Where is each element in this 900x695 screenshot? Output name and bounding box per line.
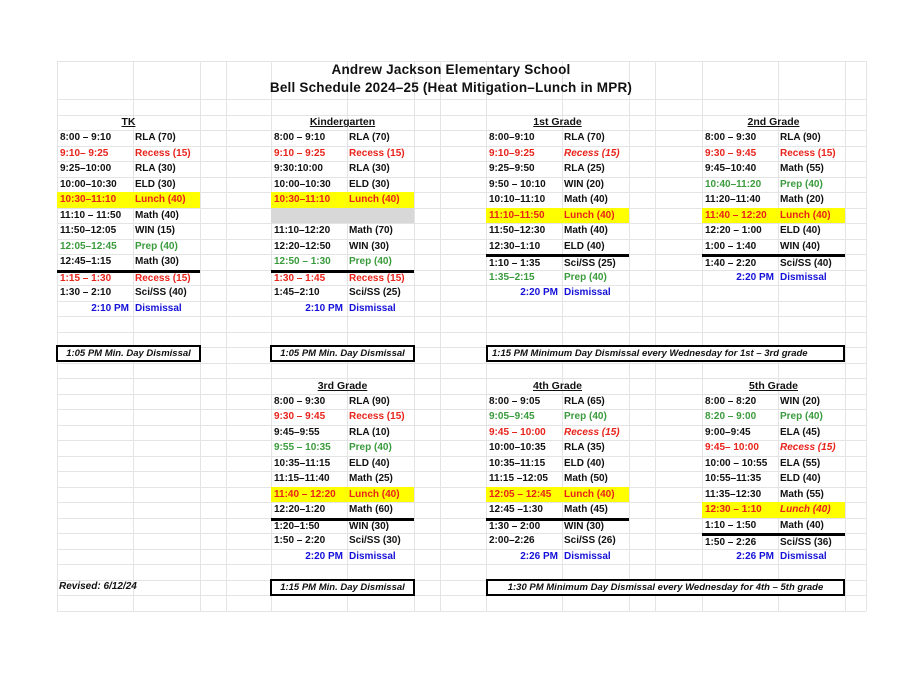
subject-cell: Math (60) [349, 504, 393, 516]
schedule-row [271, 270, 414, 286]
subject-cell: Lunch (40) [780, 504, 831, 516]
subject-cell: Math (40) [135, 209, 179, 221]
schedule-row [486, 471, 629, 487]
schedule-row [57, 146, 200, 162]
schedule-table-5th-grade [702, 378, 845, 564]
time-cell: 9:45–9:55 [274, 426, 320, 438]
gridline [845, 61, 846, 611]
schedule-row [486, 254, 629, 270]
grade-header [486, 115, 629, 131]
schedule-row [57, 208, 200, 224]
time-cell: 9:10 – 9:25 [274, 147, 326, 159]
time-cell: 9:45– 10:00 [705, 442, 759, 454]
grade-header [271, 115, 414, 131]
schedule-row [486, 177, 629, 193]
schedule-row [271, 409, 414, 425]
time-cell: 9:30 – 9:45 [705, 147, 757, 159]
schedule-row [702, 533, 845, 549]
time-cell: 8:00 – 9:10 [274, 132, 326, 144]
time-cell: 11:10 – 11:50 [60, 209, 122, 221]
schedule-row [57, 270, 200, 286]
schedule-table-4th-grade [486, 378, 629, 564]
time-cell: 10:00–10:30 [60, 178, 117, 190]
schedule-row [702, 130, 845, 146]
subject-cell: Dismissal [349, 302, 396, 314]
time-cell: 9:55 – 10:35 [274, 442, 331, 454]
subject-cell: RLA (70) [349, 132, 390, 144]
time-cell: 12:45–1:15 [60, 256, 112, 268]
subject-cell: ELA (45) [780, 426, 821, 438]
time-cell: 11:20–11:40 [705, 194, 761, 206]
time-cell: 11:10–11:50 [489, 209, 545, 221]
subject-cell: Math (40) [564, 194, 608, 206]
subject-cell: Sci/SS (25) [564, 257, 616, 269]
subject-cell: WIN (20) [780, 395, 820, 407]
schedule-row [271, 533, 414, 549]
subject-cell: Prep (40) [135, 240, 178, 252]
subject-cell: Sci/SS (30) [349, 535, 401, 547]
subject-cell: Math (20) [780, 194, 824, 206]
schedule-row [486, 456, 629, 472]
subject-cell: Math (45) [564, 504, 608, 516]
time-cell: 1:35–2:15 [489, 271, 535, 283]
subject-cell: Sci/SS (36) [780, 536, 832, 548]
time-cell: 1:50 – 2:26 [705, 536, 757, 548]
schedule-row [702, 502, 845, 518]
time-cell: 8:00 – 9:05 [489, 395, 541, 407]
time-cell: 2:26 PM [520, 550, 558, 562]
subject-cell: Sci/SS (25) [349, 287, 401, 299]
grade-name: 2nd Grade [747, 116, 800, 129]
time-cell: 2:20 PM [305, 550, 343, 562]
grade-name: TK [121, 116, 136, 129]
schedule-row [486, 487, 629, 503]
schedule-row [57, 301, 200, 317]
schedule-row [57, 161, 200, 177]
time-cell: 11:40 – 12:20 [274, 488, 336, 500]
time-cell: 10:30–11:10 [60, 194, 117, 206]
subject-cell: Dismissal [349, 550, 396, 562]
subject-cell: ELD (40) [564, 240, 605, 252]
subject-cell: RLA (10) [349, 426, 390, 438]
subject-cell: RLA (25) [564, 163, 605, 175]
subject-cell: Math (70) [349, 225, 393, 237]
subject-cell: Prep (40) [349, 256, 392, 268]
schedule-row [57, 223, 200, 239]
schedule-row [486, 533, 629, 549]
subject-cell: Recess (15) [135, 273, 191, 285]
schedule-table-tk [57, 115, 200, 317]
gridline [57, 564, 866, 565]
time-cell: 12:20–12:50 [274, 240, 331, 252]
schedule-row [271, 440, 414, 456]
time-cell: 12:45 –1:30 [489, 504, 543, 516]
time-cell: 1:30 – 2:00 [489, 521, 541, 533]
time-cell: 12:20–1:20 [274, 504, 326, 516]
grade-header [57, 115, 200, 131]
time-cell: 9:10–9:25 [489, 147, 535, 159]
time-cell: 9:50 – 10:10 [489, 178, 546, 190]
time-cell: 11:35–12:30 [705, 488, 762, 500]
time-cell: 12:05 – 12:45 [489, 488, 552, 500]
subject-cell: Recess (15) [349, 147, 405, 159]
time-cell: 2:20 PM [736, 271, 774, 283]
subject-cell: Prep (40) [564, 271, 607, 283]
schedule-table-2nd-grade [702, 115, 845, 286]
subject-cell: Lunch (40) [780, 209, 831, 221]
schedule-row [486, 146, 629, 162]
gridline [414, 61, 415, 611]
schedule-row [57, 192, 200, 208]
schedule-row [486, 518, 629, 534]
time-cell: 9:45 – 10:00 [489, 426, 546, 438]
schedule-row [486, 549, 629, 565]
schedule-row [702, 425, 845, 441]
schedule-row [271, 471, 414, 487]
gridline [57, 611, 866, 612]
subject-cell: Recess (15) [780, 147, 836, 159]
time-cell: 1:20–1:50 [274, 521, 320, 533]
subject-cell: WIN (15) [135, 225, 175, 237]
subject-cell: ELD (30) [135, 178, 176, 190]
grade-name: 5th Grade [748, 379, 798, 392]
schedule-row [702, 440, 845, 456]
time-cell: 8:00 – 9:30 [705, 132, 757, 144]
gridline [200, 61, 201, 611]
time-cell: 11:40 – 12:20 [705, 209, 767, 221]
time-cell: 10:40–11:20 [705, 178, 762, 190]
time-cell: 10:55–11:35 [705, 473, 762, 485]
grade-name: 4th Grade [532, 379, 582, 392]
grade-name: Kindergarten [309, 116, 376, 129]
time-cell: 9:30 – 9:45 [274, 411, 326, 423]
schedule-table-3rd-grade [271, 378, 414, 564]
time-cell: 8:00–9:10 [489, 132, 535, 144]
subject-cell: ELD (40) [780, 473, 821, 485]
title-line1: Andrew Jackson Elementary School [331, 62, 571, 77]
subject-cell: Math (50) [564, 473, 608, 485]
min-day-box-3rd-grade: 1:15 PM Min. Day Dismissal [270, 579, 415, 596]
time-cell: 12:20 – 1:00 [705, 225, 762, 237]
subject-cell: ELA (55) [780, 457, 821, 469]
schedule-row [486, 394, 629, 410]
time-cell: 12:05–12:45 [60, 240, 117, 252]
schedule-table-kindergarten [271, 115, 414, 317]
schedule-row [271, 130, 414, 146]
subject-cell: Recess (15) [564, 426, 620, 438]
schedule-row [702, 146, 845, 162]
schedule-row [271, 502, 414, 518]
time-cell: 2:10 PM [91, 302, 129, 314]
time-cell: 8:00 – 8:20 [705, 395, 757, 407]
time-cell: 1:10 – 1:35 [489, 257, 541, 269]
subject-cell: Lunch (40) [135, 194, 186, 206]
schedule-row [271, 285, 414, 301]
schedule-row [271, 208, 414, 224]
time-cell: 1:00 – 1:40 [705, 240, 757, 252]
schedule-row [271, 161, 414, 177]
subject-cell: Prep (40) [780, 178, 823, 190]
grade-header [486, 378, 629, 394]
time-cell: 1:30 – 1:45 [274, 273, 326, 285]
subject-cell: RLA (30) [135, 163, 176, 175]
subject-cell: Dismissal [780, 271, 827, 283]
schedule-row [702, 177, 845, 193]
schedule-row [702, 161, 845, 177]
time-cell: 1:45–2:10 [274, 287, 320, 299]
schedule-row [271, 239, 414, 255]
gridline [866, 61, 867, 611]
time-cell: 9:25–9:50 [489, 163, 535, 175]
schedule-row [57, 177, 200, 193]
subject-cell: Lunch (40) [349, 488, 400, 500]
time-cell: 8:00 – 9:30 [274, 395, 326, 407]
subject-cell: RLA (90) [349, 395, 390, 407]
subject-cell: Sci/SS (40) [780, 257, 832, 269]
subject-cell: Dismissal [564, 287, 611, 299]
subject-cell: ELD (30) [349, 178, 390, 190]
min-day-box-tk: 1:05 PM Min. Day Dismissal [56, 345, 201, 362]
subject-cell: RLA (70) [135, 132, 176, 144]
schedule-row [702, 239, 845, 255]
min-day-box-4th-5th-grade: 1:30 PM Minimum Day Dismissal every Wednesday for 4th – 5th grade [486, 579, 845, 596]
schedule-row [271, 146, 414, 162]
schedule-row [486, 270, 629, 286]
schedule-row [702, 223, 845, 239]
schedule-row [486, 440, 629, 456]
schedule-row [702, 471, 845, 487]
schedule-row [486, 409, 629, 425]
subject-cell: WIN (30) [349, 240, 389, 252]
gridline [440, 61, 441, 611]
document-title [57, 61, 845, 99]
gridline [226, 61, 227, 611]
time-cell: 11:15–11:40 [274, 473, 330, 485]
schedule-row [486, 223, 629, 239]
time-cell: 2:10 PM [305, 302, 343, 314]
subject-cell: Lunch (40) [564, 488, 615, 500]
gridline [655, 61, 656, 611]
time-cell: 8:20 – 9:00 [705, 411, 757, 423]
grade-name: 1st Grade [533, 116, 582, 129]
time-cell: 2:20 PM [520, 287, 558, 299]
subject-cell: Dismissal [135, 302, 182, 314]
subject-cell: RLA (70) [564, 132, 605, 144]
subject-cell: Math (30) [135, 256, 179, 268]
time-cell: 11:50–12:30 [489, 225, 546, 237]
subject-cell: Recess (15) [349, 411, 405, 423]
subject-cell: Prep (40) [349, 442, 392, 454]
schedule-row [271, 223, 414, 239]
subject-cell: Recess (15) [780, 442, 836, 454]
schedule-row [702, 270, 845, 286]
schedule-row [702, 487, 845, 503]
subject-cell: RLA (65) [564, 395, 605, 407]
schedule-row [271, 301, 414, 317]
schedule-row [486, 161, 629, 177]
subject-cell: Math (55) [780, 163, 824, 175]
subject-cell: Math (25) [349, 473, 393, 485]
time-cell: 10:35–11:15 [274, 457, 331, 469]
subject-cell: RLA (30) [349, 163, 390, 175]
schedule-row [702, 409, 845, 425]
subject-cell: Recess (15) [349, 273, 405, 285]
time-cell: 11:15 –12:05 [489, 473, 548, 485]
time-cell: 9:10– 9:25 [60, 147, 109, 159]
time-cell: 10:10–11:10 [489, 194, 546, 206]
title-line2: Bell Schedule 2024–25 (Heat Mitigation–Lunch in MPR) [269, 80, 633, 95]
subject-cell: Math (55) [780, 488, 824, 500]
time-cell: 2:26 PM [736, 550, 774, 562]
schedule-row [702, 254, 845, 270]
schedule-row [486, 285, 629, 301]
schedule-table-1st-grade [486, 115, 629, 301]
time-cell: 9:45–10:40 [705, 163, 757, 175]
subject-cell: WIN (30) [349, 521, 389, 533]
schedule-row [57, 239, 200, 255]
time-cell: 12:30–1:10 [489, 240, 541, 252]
schedule-row [702, 549, 845, 565]
subject-cell: RLA (90) [780, 132, 821, 144]
time-cell: 1:15 – 1:30 [60, 273, 112, 285]
subject-cell: Prep (40) [780, 411, 823, 423]
subject-cell: ELD (40) [564, 457, 605, 469]
schedule-row [702, 208, 845, 224]
subject-cell: Sci/SS (26) [564, 535, 616, 547]
time-cell: 9:25–10:00 [60, 163, 112, 175]
subject-cell: Lunch (40) [349, 194, 400, 206]
subject-cell: ELD (40) [780, 225, 821, 237]
gridline [629, 61, 630, 611]
grade-header [271, 378, 414, 394]
min-day-box-1st-3rd-grade: 1:15 PM Minimum Day Dismissal every Wednesday for 1st – 3rd grade [486, 345, 845, 362]
schedule-row [271, 254, 414, 270]
schedule-row [702, 394, 845, 410]
subject-cell: Math (40) [780, 519, 824, 531]
schedule-row [271, 487, 414, 503]
schedule-row [486, 192, 629, 208]
time-cell: 12:50 – 1:30 [274, 256, 331, 268]
subject-cell: Dismissal [564, 550, 611, 562]
subject-cell: Dismissal [780, 550, 827, 562]
min-day-box-kindergarten: 1:05 PM Min. Day Dismissal [270, 345, 415, 362]
grade-header [702, 115, 845, 131]
time-cell: 10:00–10:30 [274, 178, 331, 190]
subject-cell: Recess (15) [135, 147, 191, 159]
time-cell: 1:40 – 2:20 [705, 257, 757, 269]
gridline [57, 316, 866, 317]
grade-header [702, 378, 845, 394]
schedule-row [57, 285, 200, 301]
schedule-row [702, 192, 845, 208]
time-cell: 1:30 – 2:10 [60, 287, 112, 299]
subject-cell: WIN (20) [564, 178, 604, 190]
time-cell: 11:50–12:05 [60, 225, 117, 237]
time-cell: 10:00 – 10:55 [705, 457, 768, 469]
subject-cell: Prep (40) [564, 411, 607, 423]
schedule-row [271, 456, 414, 472]
subject-cell: WIN (30) [564, 521, 604, 533]
schedule-row [271, 394, 414, 410]
schedule-row [271, 192, 414, 208]
subject-cell: Lunch (40) [564, 209, 615, 221]
grade-name: 3rd Grade [317, 379, 368, 392]
gridline [57, 99, 866, 100]
time-cell: 12:30 – 1:10 [705, 504, 762, 516]
schedule-row [486, 130, 629, 146]
schedule-row [271, 549, 414, 565]
subject-cell: WIN (40) [780, 240, 820, 252]
gridline [57, 363, 866, 364]
time-cell: 1:10 – 1:50 [705, 519, 757, 531]
time-cell: 9:05–9:45 [489, 411, 535, 423]
schedule-row [486, 425, 629, 441]
schedule-row [57, 254, 200, 270]
subject-cell: Recess (15) [564, 147, 620, 159]
schedule-row [486, 502, 629, 518]
time-cell: 9:30:10:00 [274, 163, 323, 175]
time-cell: 10:30–11:10 [274, 194, 331, 206]
time-cell: 8:00 – 9:10 [60, 132, 112, 144]
time-cell: 10:35–11:15 [489, 457, 546, 469]
time-cell: 11:10–12:20 [274, 225, 331, 237]
subject-cell: Sci/SS (40) [135, 287, 187, 299]
schedule-row [271, 425, 414, 441]
revised-date: Revised: 6/12/24 [59, 581, 137, 592]
time-cell: 1:50 – 2:20 [274, 535, 326, 547]
schedule-row [271, 177, 414, 193]
time-cell: 9:00–9:45 [705, 426, 751, 438]
schedule-row [702, 456, 845, 472]
schedule-row [486, 208, 629, 224]
schedule-row [486, 239, 629, 255]
subject-cell: Math (40) [564, 225, 608, 237]
schedule-row [57, 130, 200, 146]
subject-cell: RLA (35) [564, 442, 605, 454]
gridline [57, 332, 866, 333]
time-cell: 2:00–2:26 [489, 535, 535, 547]
subject-cell: ELD (40) [349, 457, 390, 469]
time-cell: 10:00–10:35 [489, 442, 546, 454]
schedule-row [702, 518, 845, 534]
schedule-row [271, 518, 414, 534]
